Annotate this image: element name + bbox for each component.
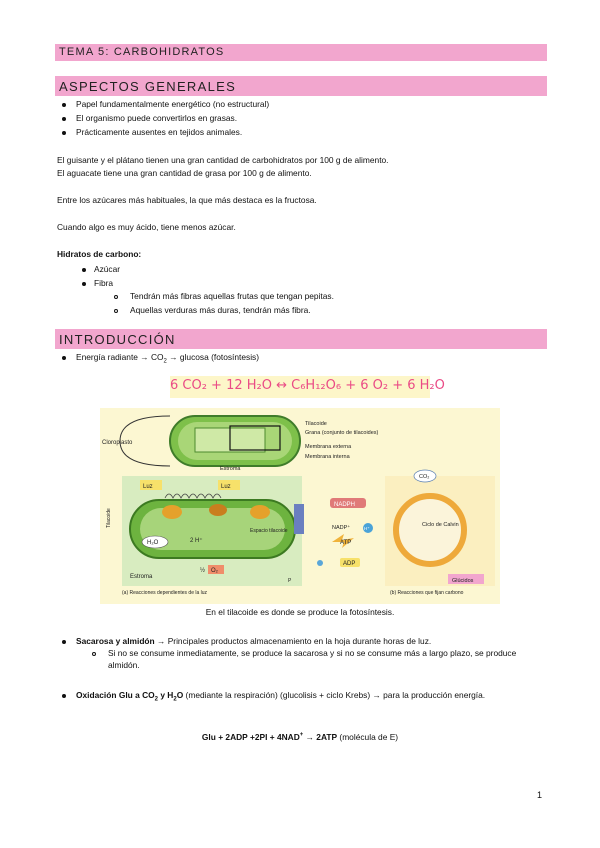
fig-label: H₂O (147, 540, 159, 546)
bullet-icon (62, 694, 66, 698)
bullet-icon (62, 117, 66, 121)
fig-label: Cloroplasto (102, 440, 133, 446)
list-item: Prácticamente ausentes en tejidos animales. (76, 127, 243, 137)
fig-label: H⁺ (364, 526, 370, 531)
photosystem-shape (250, 505, 270, 519)
protein-shape (209, 504, 227, 516)
fig-label: ADP (343, 561, 356, 567)
fig-label: Estroma (220, 466, 241, 472)
atp-synthase-shape (294, 504, 304, 534)
fig-label: NADPH (334, 502, 356, 508)
fig-label: Tilacoide (106, 508, 112, 528)
pi-shape (317, 560, 323, 566)
reaction-equation: Glu + 2ADP +2PI + 4NAD+ → 2ATP (molécula de E) (201, 731, 399, 742)
fig-label: Estroma (130, 574, 153, 580)
calvin-cycle-shape (396, 496, 464, 564)
fig-caption: (a) Reacciones dependientes de la luz (122, 590, 208, 596)
bullet-icon (82, 268, 86, 272)
fig-label: Tilacoide (305, 421, 327, 427)
photosystem-shape (162, 505, 182, 519)
document-title: TEMA 5: CARBOHIDRATOS (59, 46, 225, 58)
list-item: Papel fundamentalmente energético (no estructural) (76, 99, 270, 109)
sub-bullet-icon (92, 652, 96, 656)
document-title-bar (55, 44, 547, 61)
section-title: INTRODUCCIÓN (59, 332, 176, 347)
fig-label: 2 H⁺ (190, 538, 203, 544)
fig-label: Grana (conjunto de tilacoides) (305, 430, 379, 436)
section-heading-aspectos (55, 76, 547, 96)
fig-label: CO₂ (419, 474, 430, 480)
paragraph: Entre los azúcares más habituales, la que más destaca es la fructosa. (57, 195, 317, 205)
fig-label: O₂ (211, 568, 218, 574)
bullet-icon (62, 103, 66, 107)
list-item: Si no se consume inmediatamente, se produce la sacarosa y si no se consume más a largo plazo, se produce almidón. (108, 648, 517, 670)
list-item: Fibra (94, 278, 114, 288)
fig-label: Luz (143, 484, 153, 490)
bullet-icon (82, 282, 86, 286)
list-item: Sacarosa y almidón → Principales productos almacenamiento en la hoja durante horas de luz. (76, 636, 432, 646)
figure-caption: En el tilacoide es donde se produce la fotosíntesis. (205, 607, 395, 617)
list-item: Tendrán más fibras aquellas frutas que tengan pepitas. (130, 291, 334, 301)
sub-bullet-icon (114, 309, 118, 313)
fig-label: Espacio tilacoide (250, 528, 288, 534)
photosynthesis-equation: 6 CO₂ + 12 H₂O ↔ C₆H₁₂O₆ + 6 O₂ + 6 H₂O (170, 378, 445, 393)
list-item: El organismo puede convertirlos en grasas. (76, 113, 238, 123)
fig-label: ½ (200, 568, 206, 574)
chloroplast-figure (100, 408, 500, 604)
bullet-icon (62, 131, 66, 135)
fig-label: ATP (340, 540, 352, 546)
fig-label: Membrana externa (305, 444, 352, 450)
bullet-icon (62, 640, 66, 644)
list-item: Azúcar (94, 264, 121, 274)
fig-label: Ciclo de Calvin (422, 522, 459, 528)
section-heading-introduccion (55, 329, 547, 349)
list-item: Oxidación Glu a $CO_2$ y $H_2O$ (mediante la respiración) (glucolisis + ciclo Krebs) → para la producción energía. (76, 690, 486, 703)
fig-caption: (b) Reacciones que fijan carbono (390, 590, 464, 596)
list-item: Aquellas verduras más duras, tendrán más fibra. (130, 305, 311, 315)
page-number: 1 (537, 790, 543, 800)
fig-label: Membrana interna (305, 454, 350, 460)
paragraph: El guisante y el plátano tienen una gran cantidad de carbohidratos por 100 g de alimento. (57, 155, 389, 165)
subheading-hidratos: Hidratos de carbono: (57, 249, 142, 259)
fig-label: P (288, 578, 292, 584)
bullet-icon (62, 356, 66, 360)
paragraph: El aguacate tiene una gran cantidad de grasa por 100 g de alimento. (57, 168, 312, 178)
list-item: Energía radiante → $CO_2 \to glucosa$ (fotosíntesis) (76, 352, 260, 365)
paragraph: Cuando algo es muy ácido, tiene menos azúcar. (57, 222, 236, 232)
sub-bullet-icon (114, 295, 118, 299)
fig-label: Glúcidos (452, 578, 474, 584)
section-title: ASPECTOS GENERALES (59, 79, 237, 94)
fig-label: NADP⁺ (332, 525, 351, 531)
fig-label: Luz (221, 484, 231, 490)
